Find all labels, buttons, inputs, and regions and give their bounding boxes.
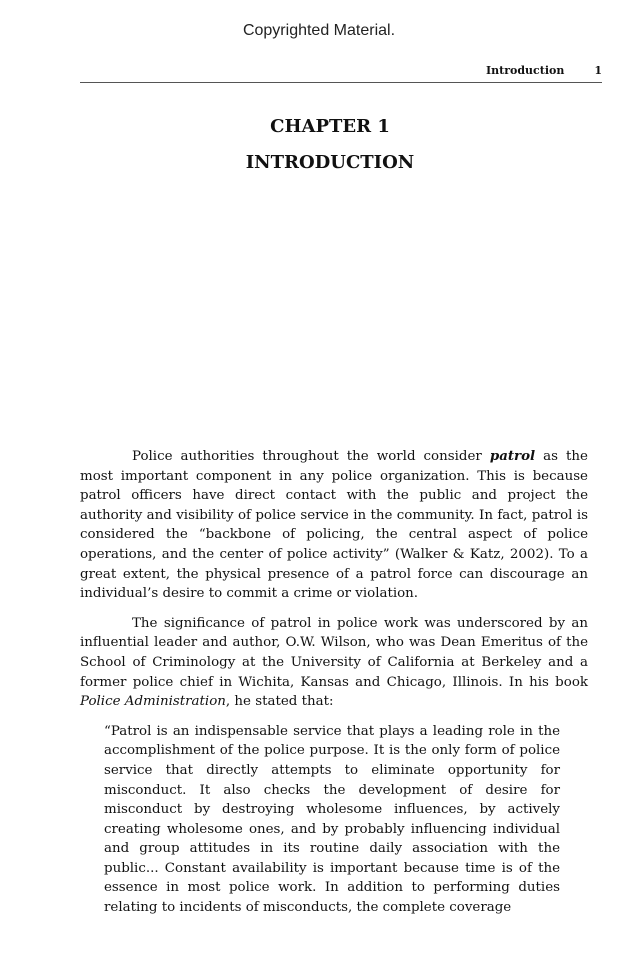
paragraph-1 (80, 447, 588, 604)
paragraph-1-rest: as the most important component in any police organization. This is because patrol officers have direct contact with the public and project the authority and visibility of police service in the community. In fact, patrol is considered the “backbone of policing, the central aspect of police operations, and the center of police activity” (Walker & Katz, 2002). To a great extent, the physical presence of a patrol force can discourage an individual’s desire to commit a crime or violation. (80, 449, 588, 602)
paragraph-2 (80, 614, 588, 712)
chapter-number: CHAPTER 1 (270, 116, 390, 137)
emphasized-term: patrol (489, 448, 536, 464)
running-header-section: Introduction (486, 64, 565, 77)
paragraph-2-start: The significance of patrol in police work was underscored by an influential leader and author, O.W. Wilson, who was Dean Emeritus of the School of Criminology at the University of California at Berkeley and a former police chief in Wichita, Kansas and Chicago, Illinois. In his book (80, 615, 588, 690)
paragraph-1-start: Police authorities throughout the world consider (132, 449, 490, 464)
header-rule (80, 82, 602, 83)
page-number: 1 (594, 64, 602, 77)
body-text (80, 447, 588, 918)
running-header (80, 64, 602, 77)
paragraph-2-rest: , he stated that: (225, 694, 334, 710)
chapter-title: INTRODUCTION (245, 152, 415, 173)
book-title: Police Administration (80, 694, 226, 710)
block-quote: “Patrol is an indispensable service that plays a leading role in the accomplishment of the police purpose. It is the only form of police service that directly attempts to eliminate opportunity for misconduct. It also checks the development of desire for misconduct by destroying wholesome influences, by actively creating wholesome ones, and by probably influencing individual and group attitudes in its routine daily association with the public... Constant availability is important because time is of the essence in most police work. In addition to performing duties relating to incidents of misconducts, the complete coverage (104, 723, 560, 916)
copyright-watermark: Copyrighted Material. (242, 22, 396, 39)
